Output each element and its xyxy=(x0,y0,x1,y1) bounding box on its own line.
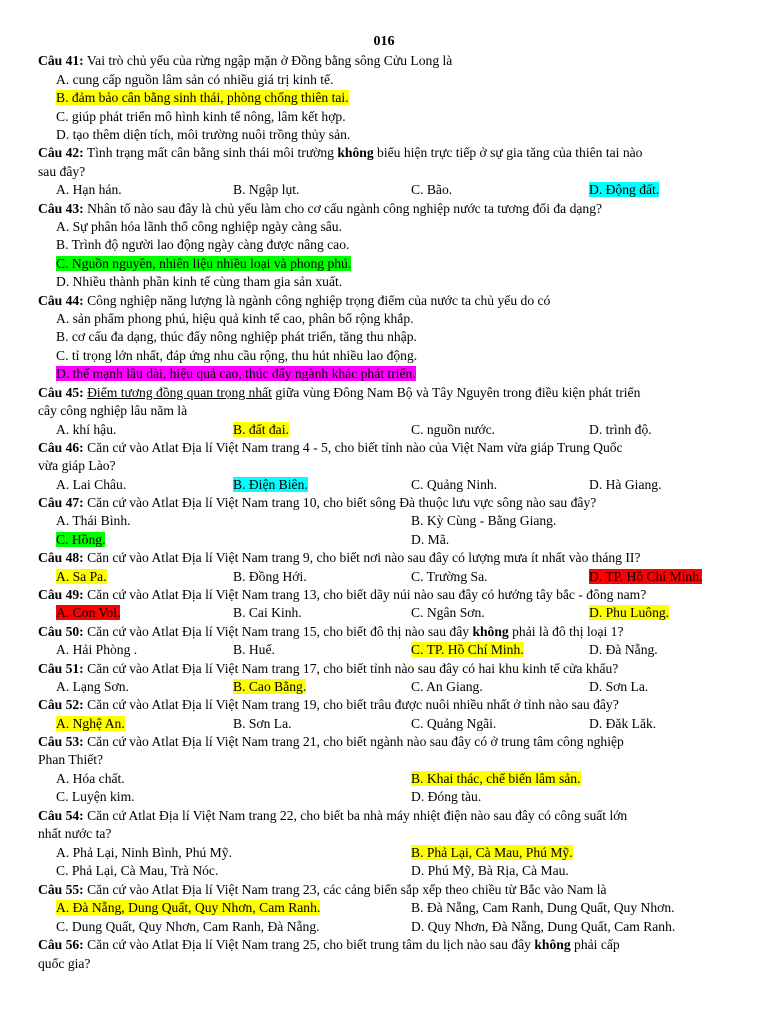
question-keyword: không xyxy=(337,145,374,160)
question-label: Câu 44: xyxy=(38,293,84,308)
question-text: giữa vùng Đông Nam Bộ và Tây Nguyên trong điều kiện phát triển xyxy=(271,385,641,400)
option-50-b: B. Huế. xyxy=(233,642,275,657)
option-42-b: B. Ngập lụt. xyxy=(233,182,300,197)
question-label: Câu 47: xyxy=(38,495,84,510)
question-text: Căn cứ Atlat Địa lí Việt Nam trang 22, cho biết ba nhà máy nhiệt điện nào sau đây có công suất lớn xyxy=(83,808,628,823)
option-49-d: D. Phu Luông. xyxy=(589,605,670,620)
option-53-a: A. Hóa chất. xyxy=(56,771,125,786)
option-54-b-wrap xyxy=(411,844,573,862)
option-42-d-wrap xyxy=(589,181,659,199)
option-49-a-wrap xyxy=(56,604,120,622)
question-text-cont: phải là đô thị loại 1? xyxy=(508,624,624,639)
option-49-d-wrap xyxy=(589,604,669,622)
option-45-c: C. nguồn nước. xyxy=(411,422,496,437)
question-46 xyxy=(38,439,623,457)
question-text: Căn cứ vào Atlat Địa lí Việt Nam trang 9, cho biết nơi nào sau đây có lượng mưa ít nhất vào tháng II? xyxy=(83,550,641,565)
question-keyword: không xyxy=(472,624,509,639)
question-50 xyxy=(38,623,623,641)
question-44 xyxy=(38,292,550,310)
option-43-c-wrap xyxy=(56,255,351,273)
option-53-b: B. Khai thác, chế biến lâm sản. xyxy=(411,771,581,786)
option-47-c: C. Hồng. xyxy=(56,532,106,547)
question-48 xyxy=(38,549,640,567)
question-label: Câu 41: xyxy=(38,53,84,68)
question-text: Căn cứ vào Atlat Địa lí Việt Nam trang 13, cho biết dãy núi nào sau đây có hướng tây bắc - đông nam? xyxy=(83,587,647,602)
option-50-c-wrap xyxy=(411,641,524,659)
question-54 xyxy=(38,807,627,825)
question-label: Câu 43: xyxy=(38,201,84,216)
option-46-a: A. Lai Châu. xyxy=(56,477,127,492)
option-46-d: D. Hà Giang. xyxy=(589,477,662,492)
question-label: Câu 42: xyxy=(38,145,84,160)
option-48-b: B. Đồng Hới. xyxy=(233,569,307,584)
option-55-d: D. Quy Nhơn, Đà Nẵng, Dung Quất, Cam Ranh. xyxy=(411,919,676,934)
question-49 xyxy=(38,586,646,604)
option-41-b: B. đảm bảo cân bằng sinh thái, phòng chống thiên tai. xyxy=(56,90,349,105)
option-45-a: A. khí hậu. xyxy=(56,422,117,437)
option-44-b: B. cơ cấu đa dạng, thúc đẩy nông nghiệp phát triển, tăng thu nhập. xyxy=(56,329,417,344)
option-47-b: B. Kỳ Cùng - Bằng Giang. xyxy=(411,513,557,528)
question-45-cont: cây công nghiệp lâu năm là xyxy=(38,403,188,418)
question-label: Câu 54: xyxy=(38,808,84,823)
option-51-b-wrap xyxy=(233,678,306,696)
question-text-cont: phải cấp xyxy=(570,937,620,952)
exam-code: 016 xyxy=(373,34,395,49)
option-48-a-wrap xyxy=(56,568,107,586)
option-55-c: C. Dung Quất, Quy Nhơn, Cam Ranh, Đà Nẵng. xyxy=(56,919,320,934)
option-47-d: D. Mã. xyxy=(411,532,450,547)
option-50-d: D. Đà Nẵng. xyxy=(589,642,658,657)
option-51-d: D. Sơn La. xyxy=(589,679,649,694)
option-44-a: A. sản phẩm phong phú, hiệu quả kinh tế cao, phân bố rộng khắp. xyxy=(56,311,414,326)
question-43 xyxy=(38,200,602,218)
option-49-b: B. Cai Kinh. xyxy=(233,605,302,620)
question-keyword: không xyxy=(534,937,571,952)
question-52 xyxy=(38,696,619,714)
option-47-a: A. Thái Bình. xyxy=(56,513,131,528)
option-41-d: D. tạo thêm diện tích, môi trường nuôi trồng thủy sản. xyxy=(56,127,351,142)
option-48-d: D. TP. Hồ Chí Minh. xyxy=(589,569,703,584)
question-text: Căn cứ vào Atlat Địa lí Việt Nam trang 23, các cảng biển sắp xếp theo chiều từ Bắc vào Nam là xyxy=(83,882,607,897)
option-43-a: A. Sự phân hóa lãnh thổ công nghiệp ngày càng sâu. xyxy=(56,219,342,234)
question-label: Câu 53: xyxy=(38,734,84,749)
question-46-cont: vừa giáp Lào? xyxy=(38,458,116,473)
question-text: Căn cứ vào Atlat Địa lí Việt Nam trang 4 - 5, cho biết tỉnh nào của Việt Nam vừa giáp Trung Quốc xyxy=(83,440,623,455)
option-54-c: C. Phả Lại, Cà Mau, Trà Nóc. xyxy=(56,863,219,878)
option-44-d-wrap xyxy=(56,365,416,383)
question-label: Câu 52: xyxy=(38,697,84,712)
option-54-a: A. Phả Lại, Ninh Bình, Phú Mỹ. xyxy=(56,845,232,860)
option-54-b: B. Phả Lại, Cà Mau, Phú Mỹ. xyxy=(411,845,573,860)
question-text: Căn cứ vào Atlat Địa lí Việt Nam trang 19, cho biết trâu được nuôi nhiều nhất ở tỉnh nào sau đây? xyxy=(83,697,619,712)
question-text-cont: biểu hiện trực tiếp ở sự gia tăng của thiên tai nào xyxy=(373,145,643,160)
option-53-b-wrap xyxy=(411,770,581,788)
question-text: Căn cứ vào Atlat Địa lí Việt Nam trang 10, cho biết sông Đà thuộc lưu vực sông nào sau đây? xyxy=(83,495,597,510)
question-label: Câu 50: xyxy=(38,624,84,639)
question-text: Căn cứ vào Atlat Địa lí Việt Nam trang 25, cho biết trung tâm du lịch nào sau đây xyxy=(83,937,535,952)
option-52-a-wrap xyxy=(56,715,125,733)
option-42-a: A. Hạn hán. xyxy=(56,182,122,197)
question-label: Câu 48: xyxy=(38,550,84,565)
option-46-b: B. Điện Biên. xyxy=(233,477,308,492)
option-43-b: B. Trình độ người lao động ngày càng được nâng cao. xyxy=(56,237,350,252)
question-label: Câu 55: xyxy=(38,882,84,897)
question-56 xyxy=(38,936,620,954)
question-label: Câu 56: xyxy=(38,937,84,952)
question-55 xyxy=(38,881,607,899)
option-48-c: C. Trường Sa. xyxy=(411,569,488,584)
question-label: Câu 45: xyxy=(38,385,84,400)
option-55-a: A. Đà Nẵng, Dung Quất, Quy Nhơn, Cam Ranh. xyxy=(56,900,321,915)
option-48-d-wrap xyxy=(589,568,702,586)
question-42 xyxy=(38,144,642,162)
option-41-a: A. cung cấp nguồn lâm sản có nhiều giá trị kinh tế. xyxy=(56,72,334,87)
option-46-c: C. Quảng Ninh. xyxy=(411,477,498,492)
option-45-b-wrap xyxy=(233,421,289,439)
option-46-b-wrap xyxy=(233,476,308,494)
option-54-d: D. Phú Mỹ, Bà Rịa, Cà Mau. xyxy=(411,863,569,878)
question-label: Câu 46: xyxy=(38,440,84,455)
option-51-b: B. Cao Bằng. xyxy=(233,679,307,694)
option-51-a: A. Lạng Sơn. xyxy=(56,679,129,694)
option-52-d: D. Đăk Lăk. xyxy=(589,716,657,731)
question-underlined: Điểm tương đồng quan trọng nhất xyxy=(87,385,272,400)
question-text: Căn cứ vào Atlat Địa lí Việt Nam trang 17, cho biết tỉnh nào sau đây có hai khu kinh tế cửa khẩu? xyxy=(83,661,619,676)
option-47-c-wrap xyxy=(56,531,105,549)
option-53-c: C. Luyện kim. xyxy=(56,789,135,804)
question-text: Công nghiệp năng lượng là ngành công nghiệp trọng điểm của nước ta chủ yếu do có xyxy=(83,293,551,308)
option-52-c: C. Quảng Ngãi. xyxy=(411,716,497,731)
question-text: Nhân tố nào sau đây là chủ yếu làm cho cơ cấu ngành công nghiệp nước ta tương đối đa dạng? xyxy=(83,201,603,216)
option-55-b: B. Đà Nẵng, Cam Ranh, Dung Quất, Quy Nhơn. xyxy=(411,900,675,915)
option-55-a-wrap xyxy=(56,899,320,917)
question-label: Câu 51: xyxy=(38,661,84,676)
option-42-c: C. Bão. xyxy=(411,182,453,197)
question-54-cont: nhất nước ta? xyxy=(38,826,112,841)
question-text: Vai trò chủ yếu của rừng ngập mặn ở Đồng bằng sông Cửu Long là xyxy=(83,53,453,68)
question-45 xyxy=(38,384,640,402)
question-text: Tình trạng mất cân bằng sinh thái môi trường xyxy=(83,145,338,160)
option-44-d: D. thế mạnh lâu dài, hiệu quả cao, thúc đẩy ngành khác phát triển. xyxy=(56,366,416,381)
question-53 xyxy=(38,733,624,751)
option-51-c: C. An Giang. xyxy=(411,679,483,694)
option-49-a: A. Con Voi. xyxy=(56,605,121,620)
option-43-c: C. Nguồn nguyên, nhiên liệu nhiều loại và phong phú. xyxy=(56,256,352,271)
option-53-d: D. Đóng tàu. xyxy=(411,789,482,804)
option-44-c: C. tỉ trọng lớn nhất, đáp ứng nhu cầu rộng, thu hút nhiều lao động. xyxy=(56,348,418,363)
question-text: Căn cứ vào Atlat Địa lí Việt Nam trang 15, cho biết đô thị nào sau đây xyxy=(83,624,473,639)
option-42-d: D. Động đất. xyxy=(589,182,660,197)
option-43-d: D. Nhiều thành phần kinh tế cùng tham gia sản xuất. xyxy=(56,274,343,289)
question-47 xyxy=(38,494,596,512)
question-text: Căn cứ vào Atlat Địa lí Việt Nam trang 21, cho biết ngành nào sau đây có ở trung tâm công nghiệp xyxy=(83,734,624,749)
question-label: Câu 49: xyxy=(38,587,84,602)
option-49-c: C. Ngân Sơn. xyxy=(411,605,485,620)
option-45-b: B. đất đai. xyxy=(233,422,289,437)
question-42-cont: sau đây? xyxy=(38,164,86,179)
option-52-b: B. Sơn La. xyxy=(233,716,292,731)
question-51 xyxy=(38,660,618,678)
question-41 xyxy=(38,52,452,70)
option-50-c: C. TP. Hồ Chí Minh. xyxy=(411,642,524,657)
option-52-a: A. Nghệ An. xyxy=(56,716,125,731)
question-53-cont: Phan Thiết? xyxy=(38,752,104,767)
option-50-a: A. Hải Phòng . xyxy=(56,642,138,657)
option-41-b-wrap xyxy=(56,89,349,107)
option-45-d: D. trình độ. xyxy=(589,422,652,437)
option-48-a: A. Sa Pa. xyxy=(56,569,107,584)
question-56-cont: quốc gia? xyxy=(38,956,91,971)
option-41-c: C. giúp phát triển mô hình kinh tế nông, lâm kết hợp. xyxy=(56,109,346,124)
